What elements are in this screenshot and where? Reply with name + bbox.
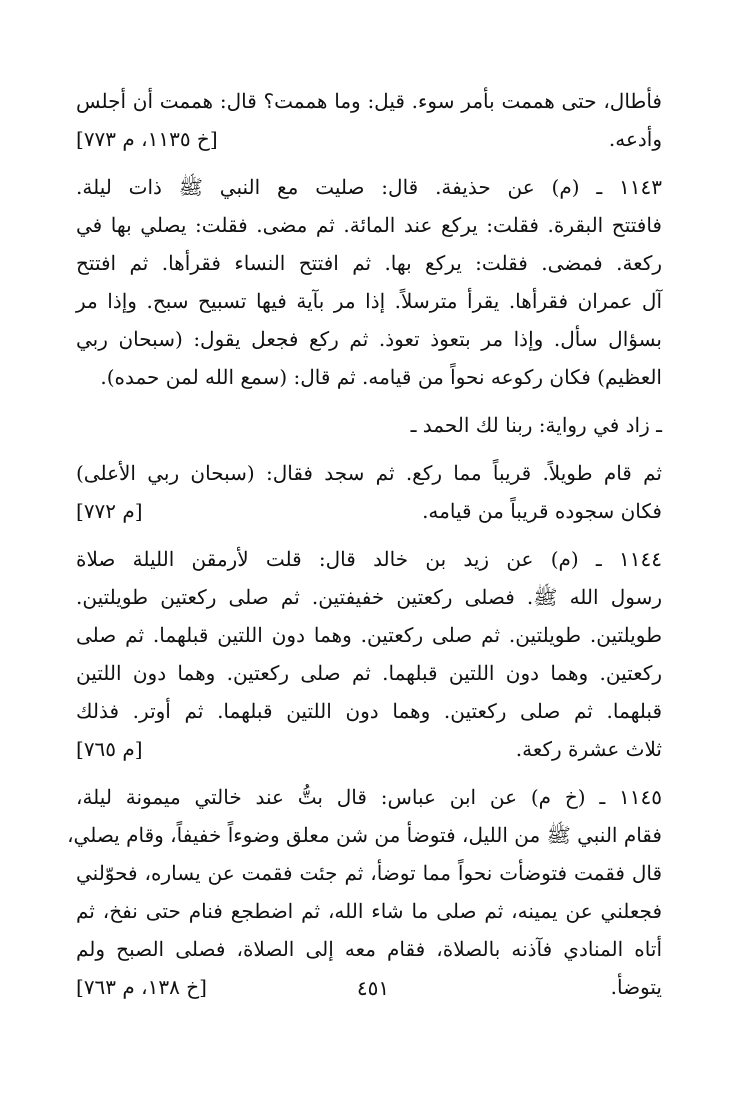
text-line: رسول الله ﷺ. فصلى ركعتين خفيفتين. ثم صلى ركعتين طويلتين. (76, 585, 662, 609)
narration-addition: ـ زاد في رواية: ربنا لك الحمد ـ (410, 413, 662, 437)
text-line: ١١٤٥ ـ (خ م) عن ابن عباس: قال بتُّ عند خالتي ميمونة ليلة، (76, 785, 662, 809)
text-line (76, 120, 662, 158)
intro-paragraph (76, 82, 662, 158)
text-line: فقام النبي ﷺ من الليل، فتوضأ من شن معلق وضوءاً خفيفاً، وقام يصلي، (67, 823, 662, 847)
text-line: فافتتح البقرة. فقلت: يركع عند المائة. ثم مضى. فقلت: يصلي بها في (76, 213, 662, 237)
hadith-1143 (76, 168, 662, 530)
text-line: طويلتين. طويلتين. ثم صلى ركعتين. وهما دون اللتين قبلهما. ثم صلى (76, 623, 662, 647)
text-line: فأطال، حتى هممت بأمر سوء. قيل: وما هممت؟ قال: هممت أن أجلس (76, 89, 662, 113)
text-line: فجعلني عن يمينه، ثم صلى ما شاء الله، ثم اضطجع فنام حتى نفخ، ثم (76, 899, 662, 923)
text-line: أتاه المنادي فآذنه بالصلاة، فقام معه إلى الصلاة، فصلى الصبح ولم (76, 937, 662, 961)
text-line: ١١٤٣ ـ (م) عن حذيفة. قال: صليت مع النبي ﷺ ذات ليلة. (76, 175, 662, 199)
text-line: ركعة. فمضى. فقلت: يركع بها. ثم افتتح النساء فقرأها. ثم افتتح (76, 251, 662, 275)
reference-citation: [م ٧٦٥] (76, 737, 143, 761)
text-line: قال فقمت فتوضأت نحواً مما توضأ، ثم جئت فقمت عن يساره، فحوّلني (76, 861, 662, 885)
hadith-1144 (76, 540, 662, 768)
text-line: آل عمران فقرأها. يقرأ مترسلاً. إذا مر بآية فيها تسبيح سبح. وإذا مر (76, 289, 662, 313)
hadith-1145 (67, 778, 662, 1006)
text-line (76, 730, 662, 768)
text-line: ركعتين. وهما دون اللتين قبلهما. ثم صلى ركعتين. وهما دون اللتين (76, 661, 662, 685)
line-text: فكان سجوده قريباً من قيامه. (422, 499, 662, 523)
text-line: العظيم) فكان ركوعه نحواً من قيامه. ثم قال: (سمع الله لمن حمده). (100, 365, 662, 389)
reference-citation: [خ ١٣٨، م ٧٦٣] (76, 975, 207, 999)
line-text: وأدعه. (608, 127, 662, 151)
text-line: ١١٤٤ ـ (م) عن زيد بن خالد قال: قلت لأرمقن الليلة صلاة (76, 547, 662, 571)
text-line (76, 492, 662, 530)
reference-citation: [خ ١١٣٥، م ٧٧٣] (76, 127, 218, 151)
reference-citation: [م ٧٧٢] (76, 499, 143, 523)
page-number: ٤٥١ (356, 976, 390, 1000)
text-line: ثم قام طويلاً. قريباً مما ركع. ثم سجد فقال: (سبحان ربي الأعلى) (76, 461, 662, 485)
text-line: قبلهما. ثم صلى ركعتين. وهما دون اللتين قبلهما. ثم أوتر. فذلك (76, 699, 662, 723)
line-text: ثلاث عشرة ركعة. (515, 737, 662, 761)
line-text: يتوضأ. (610, 975, 662, 999)
text-line: بسؤال سأل. وإذا مر بتعوذ تعوذ. ثم ركع فجعل يقول: (سبحان ربي (76, 327, 662, 351)
